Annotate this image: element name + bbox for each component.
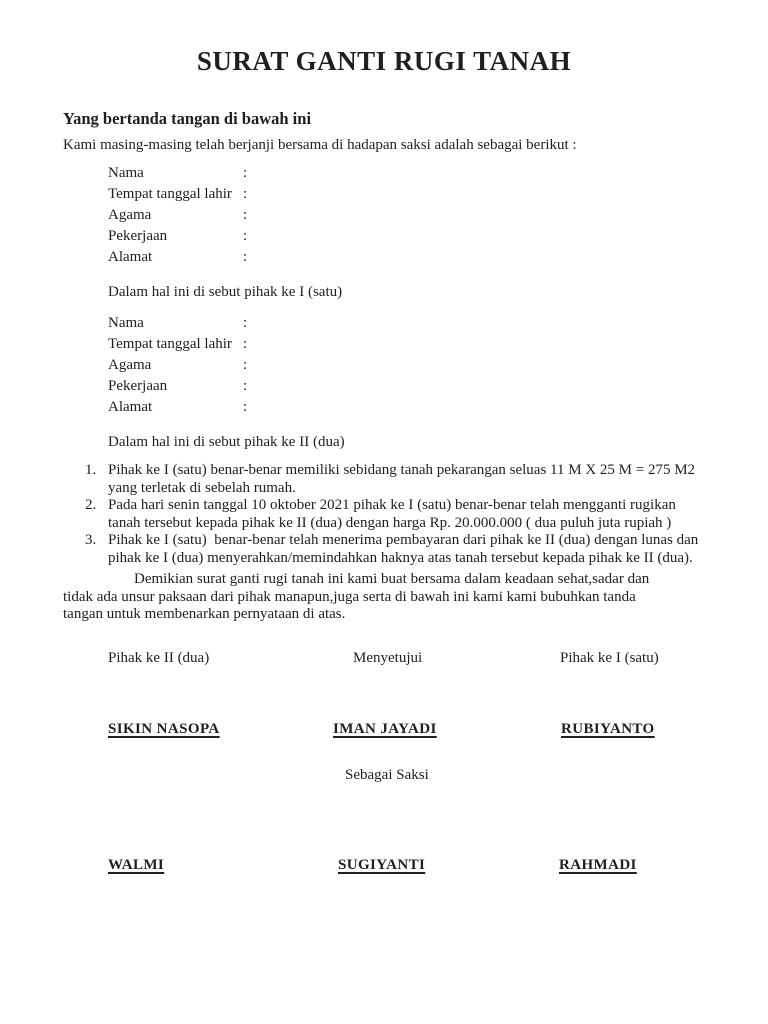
field-row-nama (108, 163, 255, 184)
field-label: Nama (108, 315, 144, 331)
signature-name-party1: RUBIYANTO (561, 721, 655, 737)
field-colon: : (243, 207, 248, 223)
field-label: Tempat tanggal lahir (108, 186, 232, 202)
clause-number: 1. (85, 462, 97, 478)
clause-item-3 (85, 532, 717, 567)
opening-heading: Yang bertanda tangan di bawah ini (63, 109, 312, 128)
party2-fields (108, 313, 255, 418)
signature-label-approver: Menyetujui (353, 650, 423, 666)
field-colon: : (243, 249, 248, 265)
intro-text: Kami masing-masing telah berjanji bersama di hadapan saksi adalah sebagai berikut : (63, 137, 577, 153)
clause-text-line: Pihak ke I (satu) benar-benar telah menerima pembayaran dari pihak ke II (dua) dengan lunas dan (108, 532, 699, 548)
field-colon: : (243, 357, 248, 373)
party1-designation-note: Dalam hal ini di sebut pihak ke I (satu) (108, 284, 343, 300)
clause-item-1 (85, 462, 717, 497)
field-colon: : (243, 228, 248, 244)
field-colon: : (243, 336, 248, 352)
field-label: Pekerjaan (108, 228, 168, 244)
clause-text (108, 532, 717, 567)
field-row-pekerjaan (108, 226, 255, 247)
witness-name-2: SUGIYANTI (338, 857, 426, 873)
field-row-alamat (108, 247, 255, 268)
closing-paragraph (63, 571, 711, 624)
witness-section-heading: Sebagai Saksi (345, 767, 429, 783)
field-colon: : (243, 378, 248, 394)
field-label: Agama (108, 357, 152, 373)
field-label: Nama (108, 165, 144, 181)
field-colon: : (243, 315, 248, 331)
field-colon: : (243, 399, 248, 415)
closing-line: tidak ada unsur paksaan dari pihak manapun,juga serta di bawah ini kami kami bubuhkan tanda (63, 588, 636, 605)
clause-text-line: Pihak ke I (satu) benar-benar memiliki sebidang tanah pekarangan seluas 11 M X 25 M = 275 M2 (108, 462, 696, 478)
clause-number: 3. (85, 532, 97, 548)
field-row-pekerjaan (108, 376, 255, 397)
field-colon: : (243, 165, 248, 181)
field-label: Tempat tanggal lahir (108, 336, 232, 352)
signature-label-party1: Pihak ke I (satu) (560, 650, 659, 666)
clause-text-line: pihak ke I (dua) menyerahkan/memindahkan haknya atas tanah tersebut kepada pihak ke II (dua). (108, 549, 693, 566)
clause-text (108, 497, 717, 532)
field-row-agama (108, 205, 255, 226)
clause-text-line: Pada hari senin tanggal 10 oktober 2021 pihak ke I (satu) benar-benar telah mengganti rugikan (108, 497, 676, 513)
witness-name-1: WALMI (108, 857, 165, 873)
closing-line: Demikian surat ganti rugi tanah ini kami buat bersama dalam keadaan sehat,sadar dan (134, 571, 650, 587)
signature-label-party2: Pihak ke II (dua) (108, 650, 210, 666)
witness-name-3: RAHMADI (559, 857, 637, 873)
field-label: Alamat (108, 399, 153, 415)
closing-line: tangan untuk membenarkan pernyataan di atas. (63, 606, 346, 622)
party1-fields (108, 163, 255, 268)
page-title: SURAT GANTI RUGI TANAH (196, 46, 572, 76)
field-colon: : (243, 186, 248, 202)
field-label: Agama (108, 207, 152, 223)
clause-text-line: yang terletak di sebelah rumah. (108, 479, 296, 496)
field-row-tempat-tanggal-lahir (108, 334, 255, 355)
clause-text-line: tanah tersebut kepada pihak ke II (dua) dengan harga Rp. 20.000.000 ( dua puluh juta rupiah ) (108, 514, 672, 531)
field-row-agama (108, 355, 255, 376)
clause-text (108, 462, 717, 497)
clause-number: 2. (85, 497, 97, 513)
signature-name-approver: IMAN JAYADI (333, 721, 437, 737)
field-row-alamat (108, 397, 255, 418)
field-label: Alamat (108, 249, 153, 265)
signature-name-party2: SIKIN NASOPA (108, 721, 220, 737)
clause-item-2 (85, 497, 717, 532)
field-label: Pekerjaan (108, 378, 168, 394)
field-row-tempat-tanggal-lahir (108, 184, 255, 205)
clauses-list (85, 462, 717, 567)
party2-designation-note: Dalam hal ini di sebut pihak ke II (dua) (108, 434, 345, 450)
field-row-nama (108, 313, 255, 334)
